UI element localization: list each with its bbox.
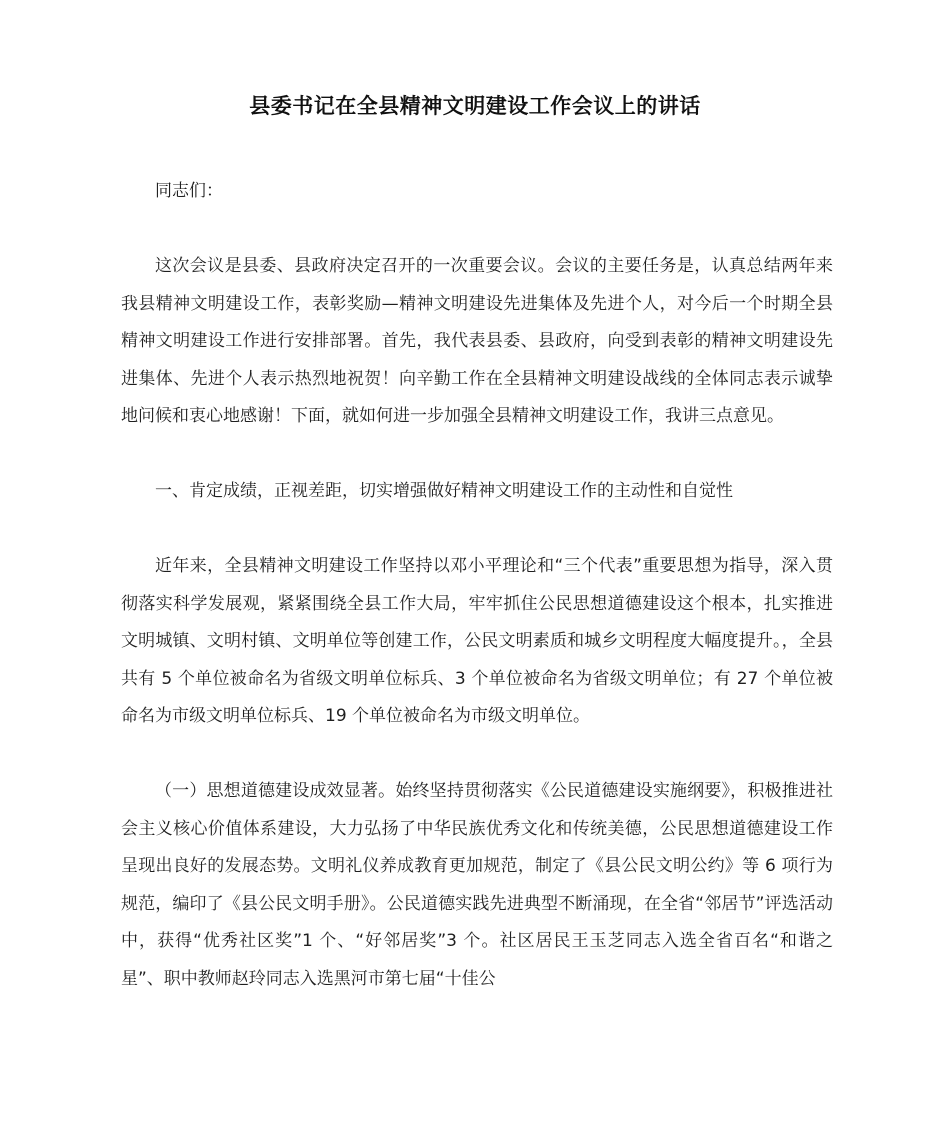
achievements-paragraph: 近年来，全县精神文明建设工作坚持以邓小平理论和“三个代表”重要思想为指导，深入贯彻落实科学发展观，紧紧围绕全县工作大局，牢牢抓住公民思想道德建设这个根本，扎实推进文明城镇、文明村镇、文明单位等创建工作，公民文明素质和城乡文明程度大幅度提升。，全县共有 5 个单位被命名为省级文明单位标兵、3 个单位被命名为省级文明单位；有 27 个单位被命名为市级文明单位标兵、19 个单位被命名为市级文明单位。	[121, 556, 833, 726]
salutation-paragraph: 同志们：	[155, 181, 223, 201]
document-title: 县委书记在全县精神文明建设工作会议上的讲话	[249, 94, 701, 118]
intro-paragraph: 这次会议是县委、县政府决定召开的一次重要会议。会议的主要任务是，认真总结两年来我县精神文明建设工作，表彰奖励—精神文明建设先进集体及先进个人，对今后一个时期全县精神文明建设工作进行安排部署。首先，我代表县委、县政府，向受到表彰的精神文明建设先进集体、先进个人表示热烈地祝贺！向辛勤工作在全县精神文明建设战线的全体同志表示诚挚地问候和衷心地感谢！下面，就如何进一步加强全县精神文明建设工作，我讲三点意见。	[121, 256, 833, 426]
section-heading-1: 一、肯定成绩，正视差距，切实增强做好精神文明建设工作的主动性和自觉性	[155, 481, 733, 501]
subsection-paragraph-1: （一）思想道德建设成效显著。始终坚持贯彻落实《公民道德建设实施纲要》，积极推进社会主义核心价值体系建设，大力弘扬了中华民族优秀文化和传统美德，公民思想道德建设工作呈现出良好的发展态势。文明礼仪养成教育更加规范，制定了《县公民文明公约》等 6 项行为规范，编印了《县公民文明手册》。公民道德实践先进典型不断涌现，在全省“邻居节”评选活动中，获得“优秀社区奖”1 个、“好邻居奖”3 个。社区居民王玉芝同志入选全省百名“和谐之星”、职中教师赵玲同志入选黑河市第七届“十佳公	[121, 781, 833, 989]
document-body	[121, 173, 833, 998]
